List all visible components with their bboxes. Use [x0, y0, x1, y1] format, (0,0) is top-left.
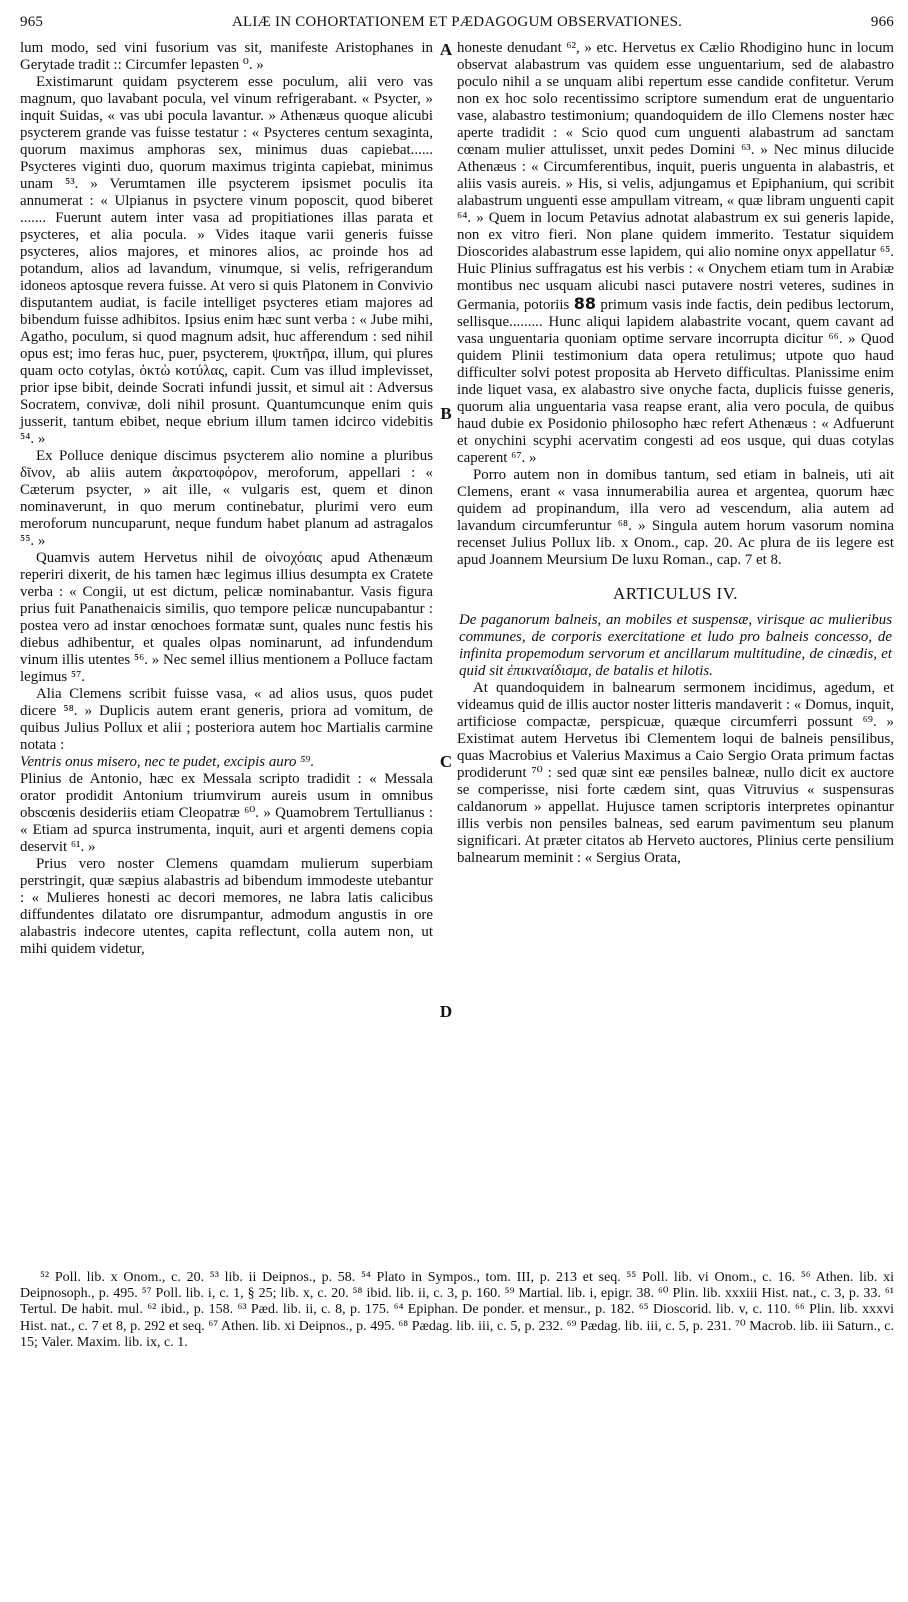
- paragraph-text: honeste denudant ⁶², » etc. Hervetus ex Cælio Rhodigino hunc in locum observat alabastrum vas quidem esse unguentarium, sed de alabastro poculo nihil a se unquam alibi repertum esse candide confitetur. Verum non ex hoc solo recentissimo scriptore sumendum erat de unguentario vase, alabastro testimonium; quandoquidem de illo Clemens noster hæc aperte tradidit : « Scio quod cum unguenti alabastrum ad sanctam cœnam mulier attulisset, unxit pedes Domini ⁶³. » Nec minus dilucide Athenæus : « Circumferentibus, inquit, pueris unguenta in alabastris, et aliis vasis aureis. » His, si velis, adjungamus et Epiphanium, qui scribit alabastrum unguenti esse ampullam vitream, « quæ libram unguenti capit ⁶⁴. » Quem in locum Petavius adnotat alabastrum ex sui generis lapide, non ex vitro fieri. Non plane quidem immerito. Testatur siquidem Dioscorides alabastrum esse lapidem, qui alio nomine onyx appellatur ⁶⁵. Huic Plinius suffragatus est his verbis : « Onychem etiam tum in Arabiæ montibus nec usquam alicubi nasci putavere nostri veteres, sudines in Germania, potoriis: [457, 40, 894, 313]
- paragraph: Porro autem non in domibus tantum, sed etiam in balneis, uti ait Clemens, erant « vasa innumerabilia aurea et argentea, quorum hæc quidem ad propinandum, illa vero ad vescendum, alia autem ad lavandum circumferuntur ⁶⁸. » Singula autem horum vasorum nomina recenset Julius Pollux lib. x Onom., cap. 20. Ac plura de iis legere est apud Joannem Meursium De luxu Roman., cap. 7 et 8.: [457, 467, 894, 568]
- margin-marker-c: C: [439, 752, 453, 771]
- paragraph: Alia Clemens scribit fuisse vasa, « ad alios usus, quos pudet dicere ⁵⁸. » Duplicis autem erant generis, priora ad vomitum, de quibus Julius Pollux et alii ; posteriora autem hoc Martialis carmine notata :: [20, 686, 433, 753]
- verse-quote: Ventris onus misero, nec te pudet, excipis auro ⁵⁹.: [20, 754, 315, 770]
- paragraph: Quamvis autem Hervetus nihil de οἰνοχόαις apud Athenæum reperiri dixerit, de his tamen hæc legimus illius desumpta ex Cratete verba : « Congii, ut est dictum, pelicæ nominabantur. Vasis figura prius fuit Panathenaicis similis, quo tempore pelicæ nuncupabantur : postea vero ad instar œnochoes formatæ sunt, quales nunc festis his diebus adhibentur, et quales olpas nominarunt, ad infundendum vinum illis utentes ⁵⁶. » Nec semel illius mentionem a Polluce factam legimus ⁵⁷.: [20, 550, 433, 685]
- paragraph: Plinius de Antonio, hæc ex Messala scripto tradidit : « Messala orator prodidit Antonium triumvirum aureis usum in omnibus obscœnis desideriis etiam Cleopatræ ⁶⁰. » Quamobrem Tertullianus : « Etiam ad spurca instrumenta, inquit, auri et argenti demens copia deservit ⁶¹. »: [20, 771, 433, 855]
- page-header: [20, 14, 894, 36]
- paragraph: Ex Polluce denique discimus psycterem alio nomine a pluribus δῖνον, ab aliis autem ἀκρατοφόρον, meroforum, appellari : « Cæterum psycter, » ait ille, « vulgaris est, quem et dinon nominaverunt, in quo merum continebatur, plurimi vero eum meroforum nuncuparunt, neque fundum habet planum ad astragalos ⁵⁵. »: [20, 448, 433, 549]
- footnote-text: ⁵² Poll. lib. x Onom., c. 20. ⁵³ lib. ii Deipnos., p. 58. ⁵⁴ Plato in Sympos., tom. III, p. 213 et seq. ⁵⁵ Poll. lib. vi Onom., c. 16. ⁵⁶ Athen. lib. xi Deipnosoph., p. 495. ⁵⁷ Poll. lib. i, c. 1, § 25; lib. x, c. 20. ⁵⁸ ibid. lib. ii, c. 3, p. 160. ⁵⁹ Martial. lib. i, epigr. 38. ⁶⁰ Plin. lib. xxxiii Hist. nat., c. 3, p. 33. ⁶¹ Tertul. De habit. mul. ⁶² ibid., p. 158. ⁶³ Pæd. lib. ii, c. 8, p. 175. ⁶⁴ Epiphan. De ponder. et mensur., p. 182. ⁶⁵ Dioscorid. lib. v, c. 110. ⁶⁶ Plin. lib. xxxvi Hist. nat., c. 7 et 8, p. 292 et seq. ⁶⁷ Athen. lib. xi Deipnos., p. 495. ⁶⁸ Pædag. lib. iii, c. 5, p. 232. ⁶⁹ Pædag. lib. iii, c. 5, p. 231. ⁷⁰ Macrob. lib. iii Saturn., c. 15; Valer. Maxim. lib. ix, c. 1.: [20, 1270, 894, 1350]
- right-column: [457, 40, 894, 867]
- margin-marker-d: D: [439, 1002, 453, 1021]
- margin-marker-b: B: [440, 404, 452, 423]
- running-title: ALIÆ IN COHORTATIONEM ET PÆDAGOGUM OBSERVATIONES.: [231, 14, 683, 30]
- margin-marker-a: A: [439, 40, 453, 59]
- left-column: [20, 40, 433, 958]
- paragraph: [457, 40, 894, 467]
- page-number-left: 965: [20, 14, 44, 30]
- article-title: ARTICULUS IV.: [612, 584, 739, 603]
- paragraph: Prius vero noster Clemens quamdam mulierum superbiam perstringit, quæ sæpius alabastris ad bibendum immodeste utebantur : « Mulieres honesti ac decori memores, ne labra latis calicibus diffundentes dilatato ore disrumpantur, admodum angustis in ore alabastris indecore utentes, capita reflectunt, colla autem non, ut mihi quidem videtur,: [20, 856, 433, 957]
- footnotes: [20, 1270, 894, 1351]
- article-summary: De paganorum balneis, an mobiles et suspensæ, virisque ac mulieribus communes, de corporis exercitatione et ludo pro balneis concesso, de infinita propemodum servorum et ancillarum multitudine, de cinædis, et quid sit ἐπικιναίδισμα, de batalis et hilotis.: [459, 612, 892, 679]
- paragraph: lum modo, sed vini fusorium vas sit, manifeste Aristophanes in Gerytade tradit :: Circumfer lepasten ⁰. »: [20, 40, 433, 73]
- paragraph: Existimarunt quidam psycterem esse poculum, alii vero vas magnum, quo lavabant pocula, vel vinum refrigerabant. « Psycter, » inquit Suidas, « vas ubi pocula lavantur. » Athenæus quoque alicubi psycterem grande vas fuisse testatur : « Psycteres centum sexaginta, quorum maximus amphoras sex, minimus duas capiebat...... Psycteres viginti duo, quorum maximus triginta capiebat, minimus unam ⁵³. » Verumtamen ille psycterem ipsismet poculis ita annumerat : « Ulpianus in psyctere vinum poposcit, quod biberet ....... Fuerunt autem inter vasa ad propitiationes illas parata et psycteres, et alia pocula. » Vides itaque varii generis fuisse psycteres, alios majores, et minores alios, ac proinde hos ad potandum, alios ad lavandum, vinumque, si velis, refrigerandum idoneos aptosque revera fuisse. At vero si quis Platonem in Convivio disputantem audiat, is facile intelliget psycteres etiam majores ad bibendum fuisse adhibitos. Ipsius enim hæc sunt verba : « Jube mihi, Agatho, poculum, si quod magnum adsit, huc afferendum : sed nihil opus est; imo feras huc, puer, psycterem, ψυκτῆρα, illum, qui plures quam octo cotylas, ὀκτὼ κοτύλας, capit. Cum vas illud implevisset, prior ipse bibit, deinde Socrati infundi jussit, et simul ait : Adversus Socratem, convivæ, doli nihil prosunt. Quantumcunque enim quis jusserit, tantum ebibet, neque ebrium illum tamen idcirco videbitis ⁵⁴. »: [20, 74, 433, 447]
- paragraph: At quandoquidem in balnearum sermonem incidimus, agedum, et videamus quid de illis auctor noster litteris mandaverit : « Domus, inquit, artificiose compactæ, perspicuæ, quæque circumferri possunt ⁶⁹. » Existimat autem Hervetus ibi Clementem loqui de balneis pensilibus, quas Macrobius et Valerius Maximus a Caio Sergio Orata primum factas prodiderunt ⁷⁰ : sed quæ sint eæ pensiles balneæ, nullo dicit ex auctore se comperisse, nisi forte cædem sint, quas Vitruvius « suspensuras caldanorum » appellat. Hujusce tamen scriptoris interpretes opinantur illis verbis non pensiles balneas, sed earum pavimentum seu planum significari. At præter citatos ab Herveto auctores, Plinius certe pensilium balnearum meminit : « Sergius Orata,: [457, 680, 894, 866]
- paragraph-text: primum vasis inde factis, dein pedibus lectorum, sellisque......... Hunc aliqui lapidem alabastrite vocant, quem cavant ad vasa unguentaria quoniam optime servare incorrupta dicitur ⁶⁶. » Quod quidem Plinii testimonium data opera retulimus; utpote quo haud difficulter solvi potest proposita ab Herveto difficultas. Planissime enim inde liquet vasa, ex alabastro sive onyche facta, duplicis fuisse generis, quorum alia unguentaria vasa reapse erant, alia vero pocula, de quibus haud dubie ex Posidonio philosopho hæc refert Athenæus : « Adfuerunt et onychini scyphi acervatim congesti ad eos usque, qui duas cotylas caperent ⁶⁷. »: [457, 297, 894, 466]
- page-number-right: 966: [870, 14, 894, 30]
- printer-mark: 88: [573, 294, 597, 313]
